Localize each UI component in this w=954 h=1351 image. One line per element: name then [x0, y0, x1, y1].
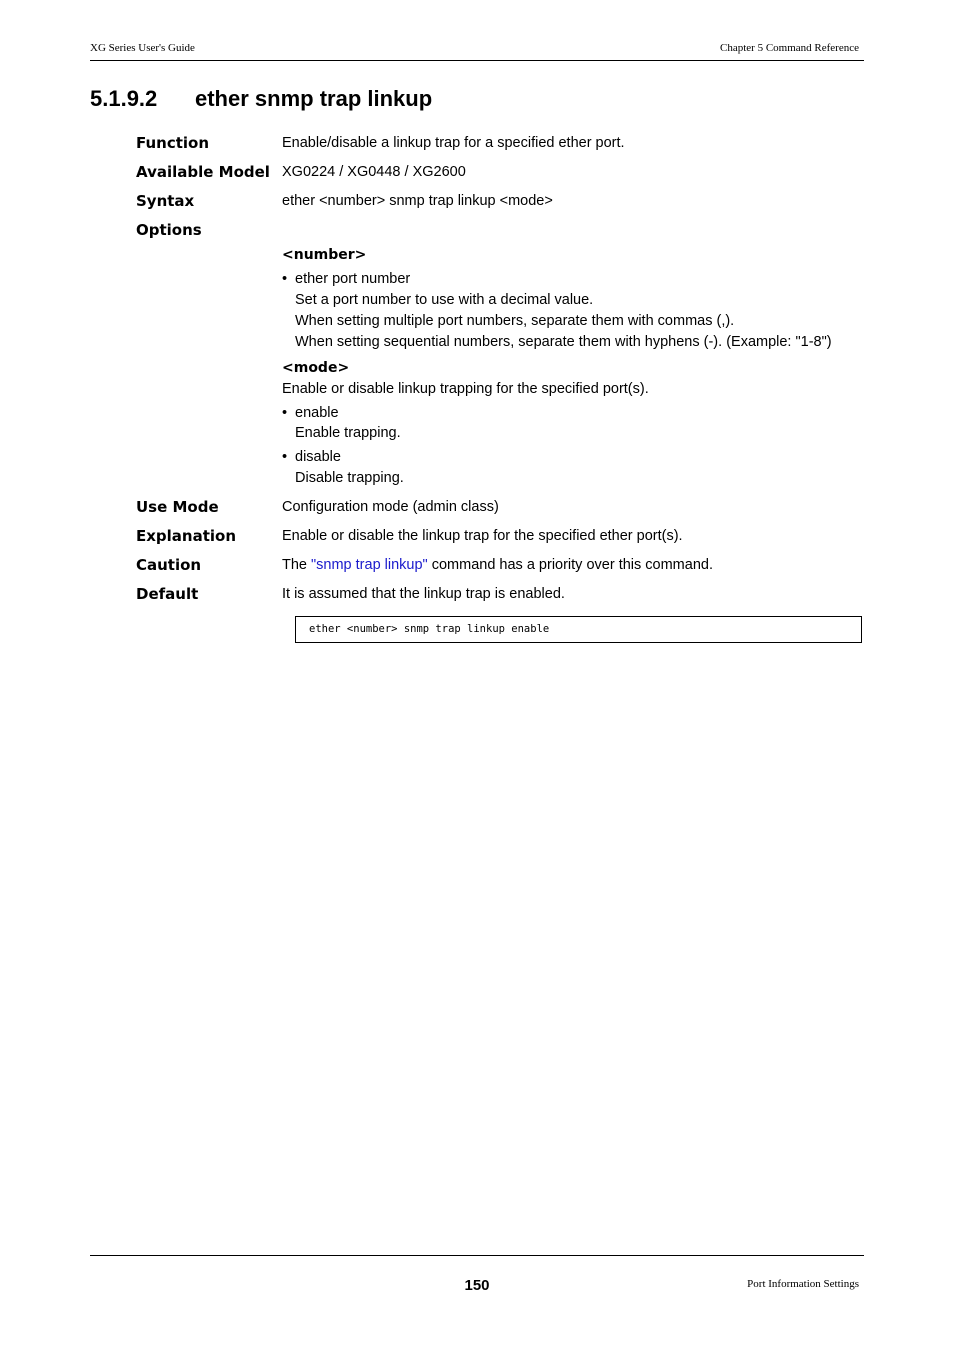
- snmp-trap-linkup-link[interactable]: "snmp trap linkup": [311, 557, 428, 573]
- header-chapter-title: Chapter 5 Command Reference: [720, 42, 859, 54]
- header-rule: [90, 60, 864, 61]
- number-option-line: When setting multiple port numbers, separate them with commas (,).: [295, 313, 735, 329]
- number-option-name: ether port number: [295, 271, 411, 287]
- default-code-box: [295, 616, 862, 643]
- mode-option-heading: <mode>: [282, 360, 350, 376]
- footer-rule: [90, 1255, 864, 1256]
- number-option-line: Set a port number to use with a decimal value.: [295, 292, 594, 308]
- bullet-icon: •: [282, 405, 288, 421]
- caution-text-post: command has a priority over this command.: [427, 557, 713, 573]
- bullet-icon: •: [282, 449, 288, 465]
- options-label: Options: [136, 221, 202, 239]
- section-number: 5.1.9.2: [90, 86, 158, 111]
- caution-value: [282, 557, 713, 573]
- page-number: 150: [464, 1277, 490, 1294]
- available-model-label: Available Model: [136, 163, 270, 181]
- function-value: Enable/disable a linkup trap for a specified ether port.: [282, 135, 625, 151]
- mode-enable-name: enable: [295, 405, 339, 421]
- mode-disable-name: disable: [295, 449, 341, 465]
- caution-text-pre: The: [282, 557, 312, 573]
- syntax-value: ether <number> snmp trap linkup <mode>: [282, 193, 553, 209]
- section-heading: [90, 86, 432, 112]
- section-title: ether snmp trap linkup: [195, 86, 433, 111]
- default-code: ether <number> snmp trap linkup enable: [309, 623, 550, 635]
- explanation-label: Explanation: [136, 527, 237, 545]
- footer-section-name: Port Information Settings: [747, 1278, 859, 1290]
- mode-enable-bullet: [282, 405, 339, 421]
- syntax-label: Syntax: [136, 192, 195, 210]
- use-mode-label: Use Mode: [136, 498, 219, 516]
- default-value: It is assumed that the linkup trap is enabled.: [282, 586, 565, 602]
- function-label: Function: [136, 134, 210, 152]
- default-label: Default: [136, 585, 199, 603]
- bullet-icon: •: [282, 271, 288, 287]
- number-option-line: When setting sequential numbers, separate them with hyphens (-). (Example: "1-8"): [295, 334, 832, 350]
- explanation-value: Enable or disable the linkup trap for the specified ether port(s).: [282, 528, 683, 544]
- mode-option-description: Enable or disable linkup trapping for the specified port(s).: [282, 381, 649, 397]
- mode-disable-bullet: [282, 449, 341, 465]
- caution-label: Caution: [136, 556, 202, 574]
- number-option-heading: <number>: [282, 247, 367, 263]
- mode-disable-description: Disable trapping.: [295, 470, 404, 486]
- header-guide-title: XG Series User's Guide: [90, 42, 195, 54]
- number-option-bullet: [282, 271, 410, 287]
- available-model-value: XG0224 / XG0448 / XG2600: [282, 164, 466, 180]
- mode-enable-description: Enable trapping.: [295, 425, 401, 441]
- use-mode-value: Configuration mode (admin class): [282, 499, 499, 515]
